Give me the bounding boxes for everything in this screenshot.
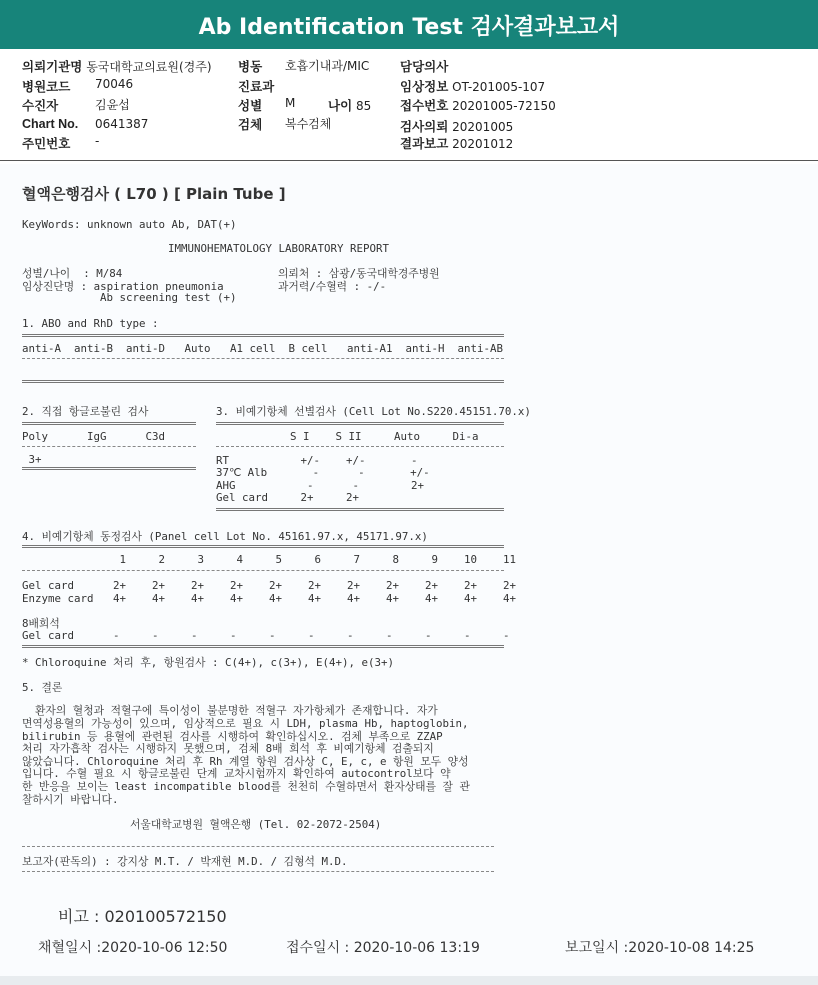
header-divider [0, 160, 818, 161]
section-1-title: 1. ABO and RhD type : [22, 317, 159, 330]
request-date-label: 검사의뢰 [400, 120, 449, 134]
panel-columns: 1 2 3 4 5 6 7 8 9 10 11 [22, 553, 517, 566]
age-label: 나이 [328, 99, 353, 113]
report-date-label: 결과보고 [400, 137, 449, 151]
divider [22, 358, 504, 359]
conclusion-line: 환자의 혈청과 적혈구에 특이성이 불분명한 적혈구 자가항체가 존재합니다. 자가 [22, 704, 438, 717]
ward-label: 병동 [238, 60, 263, 74]
section-2-title: 2. 직접 항글로불린 검사 [22, 405, 149, 418]
hospital-code-value: 70046 [95, 77, 134, 91]
dat-value: 3+ [22, 453, 42, 466]
specimen-value: 복수검체 [285, 117, 332, 131]
conclusion-line: 않았습니다. Chloroquine 처리 후 Rh 계열 항원 검사상 C, E, c, e 항원 모두 양성 [22, 755, 469, 768]
institution-label: 의뢰기관명 [22, 60, 83, 74]
diagnosis-line: 임상진단명 : aspiration pneumonia [22, 280, 224, 293]
clinical-info-label: 임상정보 [400, 80, 449, 94]
id-value: - [95, 134, 100, 148]
conclusion-line: 면역성용혈의 가능성이 있으며, 임상적으로 필요 시 LDH, plasma Hb, haptoglobin, [22, 717, 469, 730]
lab-title: IMMUNOHEMATOLOGY LABORATORY REPORT [168, 242, 390, 255]
patient-value: 김윤섭 [95, 98, 130, 112]
screen-row-rt: RT +/- +/- - [216, 454, 418, 467]
reported-datetime: 보고일시 :2020-10-08 14:25 [565, 940, 755, 956]
screen-row-ahg: AHG - - 2+ [216, 479, 425, 492]
conclusion-line: 찰하시기 바랍니다. [22, 793, 119, 806]
specimen-label: 검체 [238, 118, 263, 132]
divider [22, 467, 196, 470]
divider [22, 545, 504, 548]
conclusion-line: 입니다. 수혈 필요 시 항글로불린 단계 교차시험까지 확인하여 autocontrol보다 약 [22, 767, 451, 780]
conclusion-line: 한 반응을 보이는 least incompatible blood를 천천히 수혈하면서 환자상태를 잘 관 [22, 780, 470, 793]
panel-dilution-row: Gel card - - - - - - - - - - - [22, 629, 510, 642]
reporter-line: 보고자(판독의) : 강지상 M.T. / 박재현 M.D. / 김형석 M.D. [22, 855, 348, 868]
screen-row-gel: Gel card 2+ 2+ [216, 491, 360, 504]
divider [216, 508, 504, 511]
request-date-value: 20201005 [452, 120, 514, 134]
hospital-code-label: 병원코드 [22, 80, 71, 94]
hospital-line: 서울대학교병원 혈액은행 (Tel. 02-2072-2504) [130, 818, 382, 831]
sex-label: 성별 [238, 99, 263, 113]
report-subtitle: 혈액은행검사 ( L70 ) [ Plain Tube ] [22, 185, 286, 203]
dept-label: 진료과 [238, 80, 275, 94]
referral-line: 의뢰처 : 삼광/동국대학경주병원 [278, 267, 440, 280]
clinical-info-value: OT-201005-107 [452, 80, 546, 94]
chart-label: Chart No. [22, 117, 79, 131]
screen-headers: S I S II Auto Di-a [290, 430, 479, 443]
sex-value: M [285, 96, 296, 110]
chloroquine-note: * Chloroquine 처리 후, 항원검사 : C(4+), c(3+), E(4+), e(3+) [22, 656, 395, 669]
conclusion-line: 처리 자가흡착 검사는 시행하지 못했으며, 검체 8배 희석 후 비예기항체 검출되지 [22, 742, 434, 755]
panel-gel-row: Gel card 2+ 2+ 2+ 2+ 2+ 2+ 2+ 2+ 2+ 2+ 2+ [22, 579, 517, 592]
section-4-title: 4. 비예기항체 동정검사 (Panel cell Lot No. 45161.97.x, 45171.97.x) [22, 530, 428, 543]
divider [22, 380, 504, 383]
collected-datetime: 채혈일시 :2020-10-06 12:50 [38, 940, 228, 956]
bottom-strip [0, 976, 818, 985]
divider [216, 446, 504, 447]
institution-value: 동국대학교의료원(경주) [86, 60, 212, 74]
divider [216, 422, 504, 425]
conclusion-line: bilirubin 등 용혈에 관련된 검사를 시행하여 확인하십시오. 검체 부족으로 ZZAP [22, 730, 443, 743]
id-label: 주민번호 [22, 137, 71, 151]
ward-value: 호흡기내과/MIC [285, 59, 370, 73]
diagnosis-line-2: Ab screening test (+) [22, 291, 237, 304]
report-title: Ab Identification Test 검사결과보고서 [0, 0, 818, 49]
patient-label: 수진자 [22, 99, 59, 113]
receipt-no-value: 20201005-72150 [452, 99, 556, 113]
doctor-label: 담당의사 [400, 60, 449, 74]
divider [22, 645, 504, 648]
divider [22, 871, 494, 872]
screen-row-alb: 37℃ Alb - - +/- [216, 466, 430, 479]
panel-dilution-label: 8배희석 [22, 617, 60, 630]
divider [22, 846, 494, 847]
panel-enzyme-row: Enzyme card 4+ 4+ 4+ 4+ 4+ 4+ 4+ 4+ 4+ 4+ 4+ [22, 592, 517, 605]
section-5-title: 5. 결론 [22, 681, 63, 694]
report-date-value: 20201012 [452, 137, 514, 151]
section-3-title: 3. 비예기항체 선별검사 (Cell Lot No.S220.45151.70.x) [216, 405, 531, 418]
divider [22, 422, 196, 425]
receipt-no-label: 접수번호 [400, 99, 449, 113]
chart-value: 0641387 [95, 117, 149, 131]
divider [22, 334, 504, 337]
received-datetime: 접수일시 : 2020-10-06 13:19 [286, 940, 480, 956]
history-line: 과거력/수혈력 : -/- [278, 280, 387, 293]
divider [22, 570, 504, 571]
keywords: KeyWords: unknown auto Ab, DAT(+) [22, 218, 237, 231]
dat-headers: Poly IgG C3d [22, 430, 166, 443]
sex-age-line: 성별/나이 : M/84 [22, 267, 123, 280]
abo-headers: anti-A anti-B anti-D Auto A1 cell B cell anti-A1 anti-H anti-AB [22, 342, 504, 355]
divider [22, 446, 196, 447]
age-value: 85 [355, 99, 372, 113]
remark: 비고 : 020100572150 [58, 907, 227, 926]
